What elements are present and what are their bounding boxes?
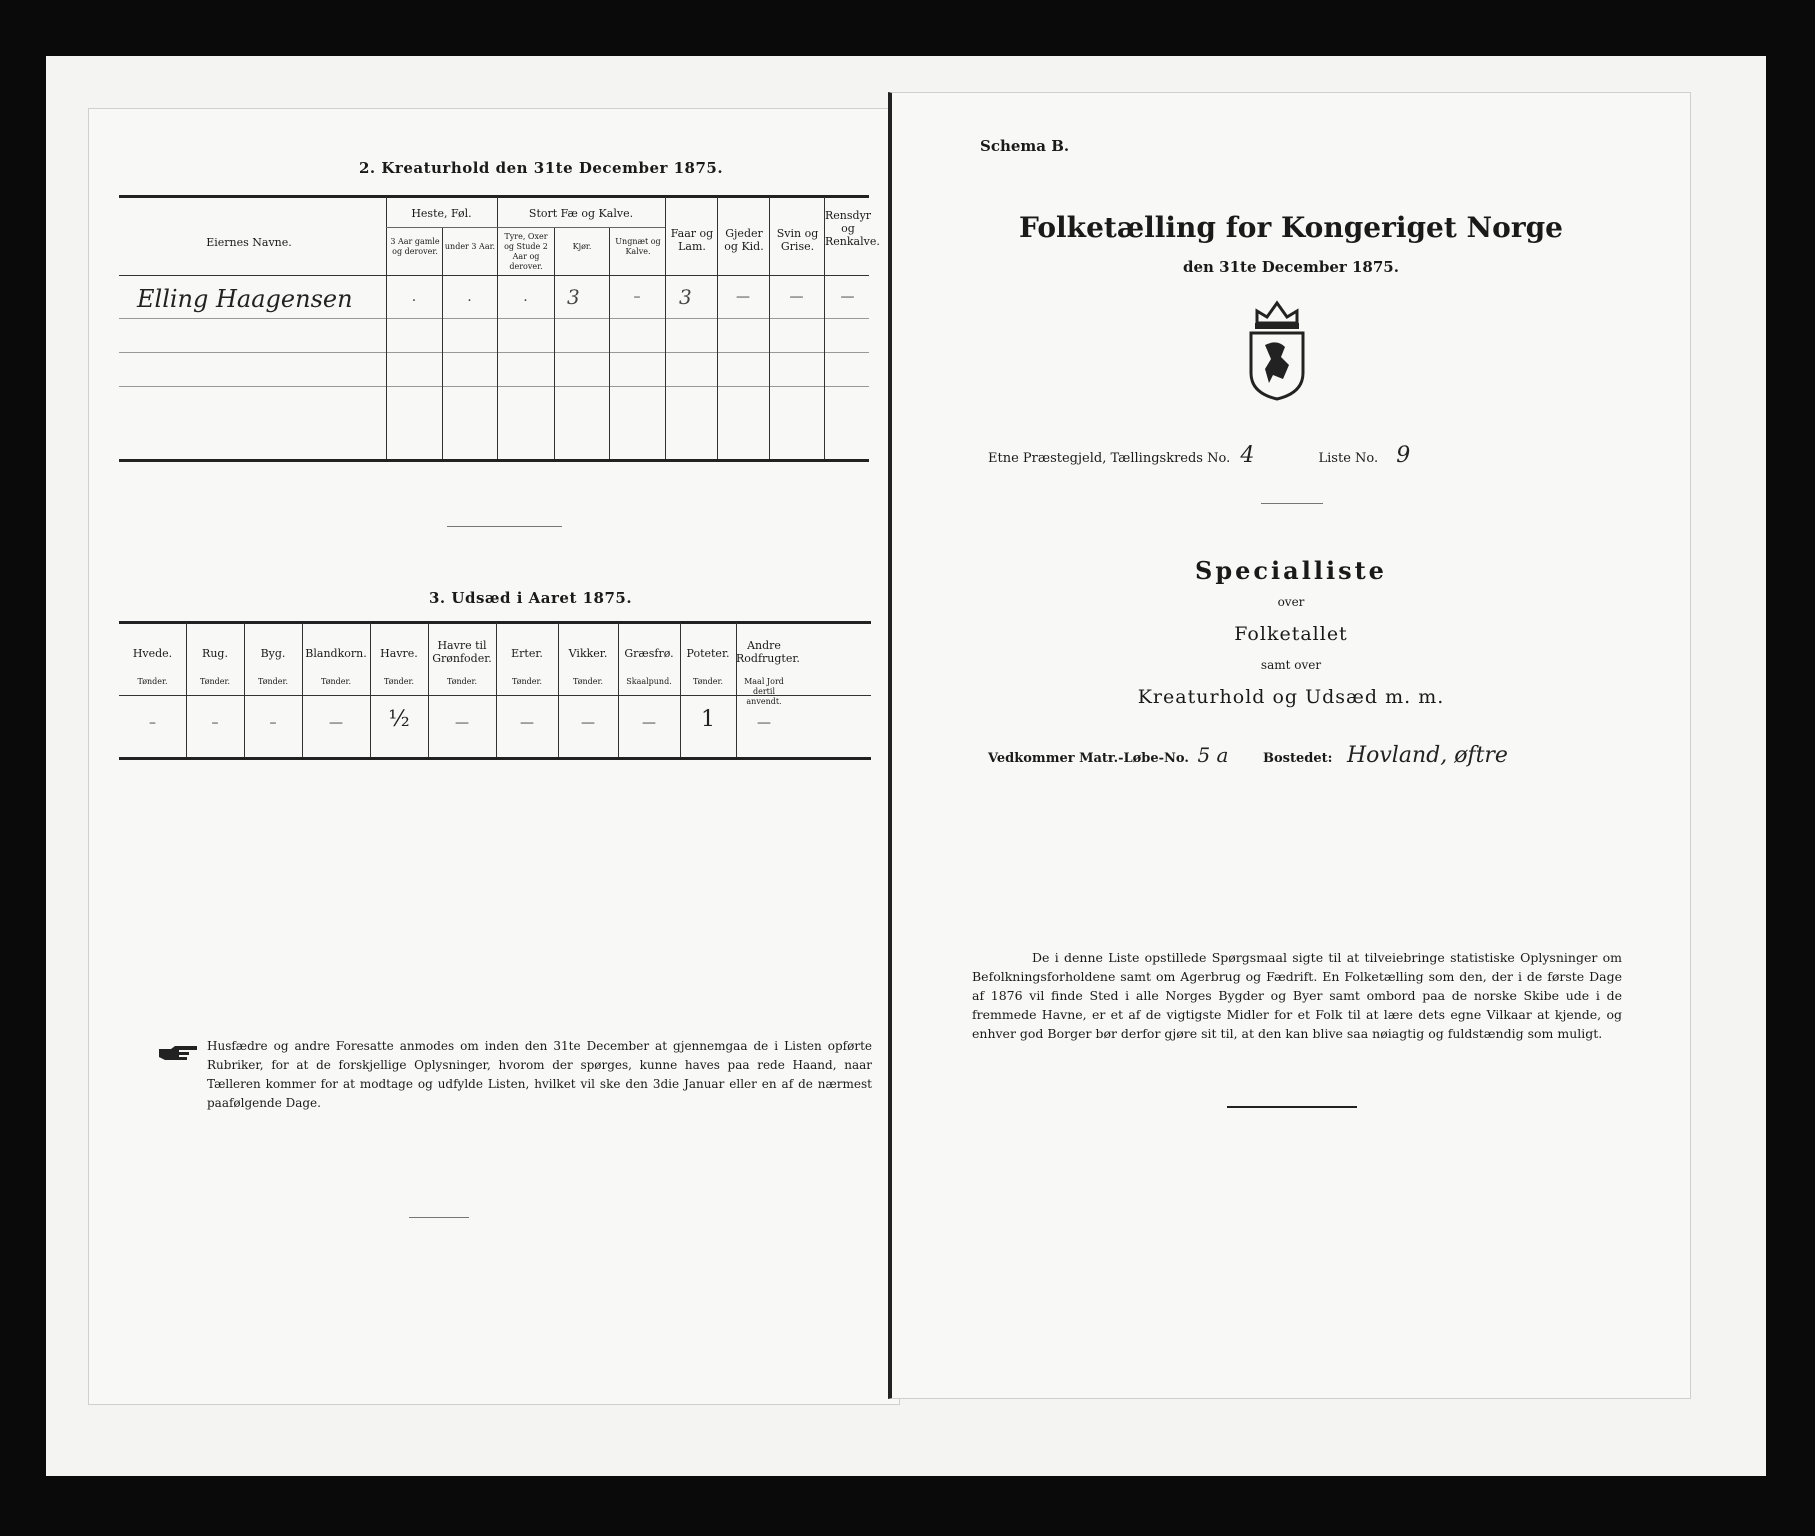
- udsaed-column-divider: [558, 623, 559, 757]
- udsaed-column-divider: [496, 623, 497, 757]
- header-faar: Faar og Lam.: [670, 227, 714, 253]
- udsaed-value: 1: [701, 707, 715, 732]
- header-owner: Eiernes Navne.: [206, 236, 292, 249]
- header-heste-sub2: under 3 Aar.: [444, 242, 496, 251]
- specialliste-title: Specialliste: [1195, 556, 1387, 585]
- kreds-value: 4: [1240, 443, 1255, 468]
- liste-label: Liste No.: [1318, 451, 1379, 466]
- cell-svin: —: [789, 289, 804, 305]
- right-page: [888, 92, 1691, 1399]
- udsaed-value: —: [329, 715, 343, 731]
- info-paragraph: De i denne Liste opstillede Spørgsmaal sigte til at tilveiebringe statistiske Oplysninger om Befolkningsforholdene samt om Agerbrug og Fædrift. En Folketælling som den, der i de første Dage af 1876 vil finde Sted i alle Norges Bygder og Byer samt ombord paa de norske Skibe ude i de fremmede Havne, er et af de vigtigste Midler for et Folk til at lære dets egne Vilkaar at kjende, og enhver god Borger bør derfor gjøre sit til, at den kan blive saa nøiagtig og fuldstændig som muligt.: [972, 950, 1622, 1041]
- kreds-label: Tællingskreds No.: [1110, 451, 1231, 466]
- udsaed-value: —: [642, 715, 656, 731]
- udsaed-header: Byg.: [260, 647, 286, 660]
- udsaed-unit: Tønder.: [511, 677, 543, 686]
- samt-over-label: samt over: [1260, 658, 1322, 672]
- udsaed-value: –: [211, 715, 219, 731]
- cell-kjor: 3: [567, 285, 580, 309]
- document-title: Folketælling for Kongeriget Norge: [1019, 211, 1563, 244]
- udsaed-header: Havre til Grønfoder.: [432, 639, 492, 665]
- udsaed-header: Vikker.: [568, 647, 608, 660]
- schema-label: Schema B.: [980, 137, 1070, 155]
- cell-gjeder: —: [736, 289, 750, 305]
- parish-line: [988, 443, 1410, 468]
- udsaed-column-divider: [244, 623, 245, 757]
- udsaed-column-divider: [302, 623, 303, 757]
- udsaed-value: —: [455, 715, 469, 731]
- udsaed-unit: Maal Jord dertil anvendt.: [744, 677, 784, 706]
- udsaed-unit: Tønder.: [572, 677, 604, 686]
- udsaed-header: Poteter.: [686, 647, 730, 660]
- header-rensdyr: Rensdyr og Renkalve.: [825, 209, 880, 248]
- header-heste: Heste, Føl.: [411, 207, 472, 220]
- document-date: den 31te December 1875.: [1183, 258, 1399, 276]
- cell-heste1: .: [411, 289, 417, 305]
- cell-heste2: .: [467, 289, 472, 305]
- header-heste-sub1: 3 Aar gamle og derover.: [390, 237, 440, 256]
- udsaed-unit: Tønder.: [692, 677, 724, 686]
- coat-of-arms-icon: [1237, 293, 1317, 403]
- udsaed-header: Andre Rodfrugter.: [736, 639, 800, 665]
- prestegjeld: Etne Præstegjeld,: [988, 451, 1107, 466]
- matr-line: [988, 743, 1508, 768]
- header-stort-sub1: Tyre, Oxer og Stude 2 Aar og derover.: [504, 232, 548, 271]
- section3-title: 3. Udsæd i Aaret 1875.: [429, 589, 633, 607]
- cell-stort1: .: [523, 289, 528, 305]
- udsaed-column-divider: [618, 623, 619, 757]
- udsaed-header: Erter.: [511, 647, 543, 660]
- kreaturhold-label: Kreaturhold og Udsæd m. m.: [1137, 686, 1445, 708]
- udsaed-header: Rug.: [202, 647, 228, 660]
- table2-top-rule: [119, 195, 869, 198]
- cell-rensdyr: —: [840, 289, 855, 305]
- udsaed-value: ½: [388, 707, 410, 732]
- section2-title: 2. Kreaturhold den 31te December 1875.: [359, 159, 724, 177]
- udsaed-unit: Tønder.: [257, 677, 289, 686]
- udsaed-column-divider: [186, 623, 187, 757]
- matr-value: 5 a: [1197, 743, 1229, 767]
- bosted-value: Hovland, øftre: [1346, 743, 1508, 768]
- udsaed-unit: Tønder.: [320, 677, 352, 686]
- udsaed-value: —: [757, 715, 771, 731]
- udsaed-unit: Tønder.: [446, 677, 478, 686]
- udsaed-header: Blandkorn.: [305, 647, 367, 660]
- notice-text: Husfædre og andre Foresatte anmodes om inden den 31te December at gjennemgaa de i Listen opførte Rubriker, for at de forskjellige Oplysninger, hvorom der spørges, kunne haves paa rede Haand, naar Tælleren kommer for at modtage og udfylde Listen, hvilket vil ske den 3die Januar eller en af de nærmest paafølgende Dage.: [207, 1039, 872, 1110]
- bosted-label: Bostedet:: [1262, 751, 1333, 766]
- divider: [447, 526, 562, 527]
- udsaed-header: Hvede.: [132, 647, 173, 660]
- udsaed-header: Havre.: [380, 647, 418, 660]
- header-stort: Stort Fæ og Kalve.: [528, 207, 634, 220]
- udsaed-value: —: [581, 715, 595, 731]
- matr-label: Vedkommer Matr.-Løbe-No.: [988, 751, 1189, 766]
- udsaed-value: –: [149, 715, 156, 731]
- udsaed-unit: Tønder.: [137, 677, 168, 686]
- table2-bottom-rule: [119, 459, 869, 462]
- cell-faar: 3: [679, 285, 692, 309]
- table3-top-rule: [119, 621, 871, 624]
- owner-name: Elling Haagensen: [137, 285, 353, 313]
- udsaed-column-divider: [680, 623, 681, 757]
- pointing-hand-icon: [157, 1044, 197, 1062]
- over-label: over: [1277, 595, 1305, 609]
- udsaed-unit: Tønder.: [383, 677, 415, 686]
- header-gjeder: Gjeder og Kid.: [724, 227, 764, 253]
- udsaed-header: Græsfrø.: [624, 647, 674, 660]
- left-page: [88, 108, 900, 1405]
- header-stort-sub2: Kjør.: [572, 242, 592, 251]
- header-stort-sub3: Ungnæt og Kalve.: [615, 237, 661, 256]
- udsaed-value: —: [520, 715, 534, 731]
- udsaed-value: –: [269, 715, 277, 731]
- udsaed-unit: Tønder.: [199, 677, 231, 686]
- udsaed-column-divider: [370, 623, 371, 757]
- udsaed-unit: Skaalpund.: [626, 677, 672, 686]
- table3-bottom-rule: [119, 757, 871, 760]
- cell-ungnaet: –: [633, 289, 641, 305]
- folketallet-label: Folketallet: [1234, 623, 1348, 645]
- header-svin: Svin og Grise.: [776, 227, 819, 253]
- liste-value: 9: [1396, 443, 1411, 468]
